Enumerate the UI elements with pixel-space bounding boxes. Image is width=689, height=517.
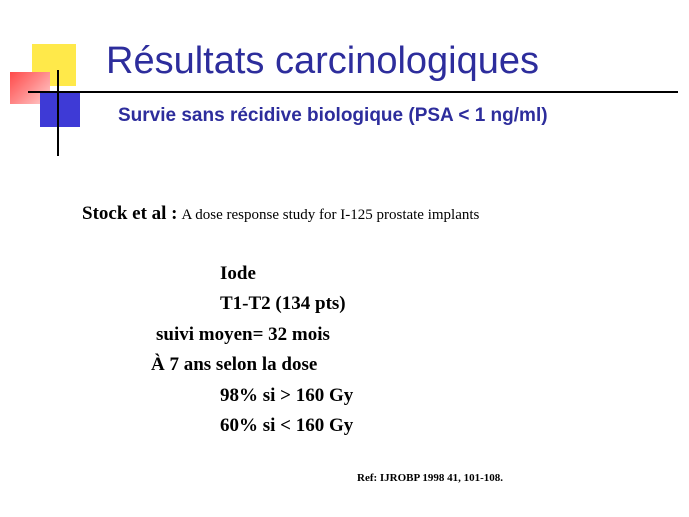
decor-vertical-line — [57, 70, 59, 156]
study-citation — [82, 203, 479, 225]
slide-title: Résultats carcinologiques — [106, 40, 540, 82]
line-follow-up: suivi moyen= 32 mois — [156, 324, 330, 345]
line-high-dose: 98% si > 160 Gy — [220, 385, 354, 406]
reference: Ref: IJROBP 1998 41, 101-108. — [357, 472, 504, 484]
line-stage: T1-T2 (134 pts) — [220, 293, 346, 314]
study-title: A dose response study for I-125 prostate implants — [181, 207, 480, 223]
line-iode: Iode — [220, 263, 256, 284]
study-author: Stock et al : — [82, 203, 178, 224]
title-underline — [28, 91, 678, 93]
decor-blue-square — [40, 93, 80, 127]
slide-subtitle: Survie sans récidive biologique (PSA < 1 ng/ml) — [118, 105, 548, 126]
line-seven-years: À 7 ans selon la dose — [151, 354, 318, 375]
line-low-dose: 60% si < 160 Gy — [220, 415, 354, 436]
